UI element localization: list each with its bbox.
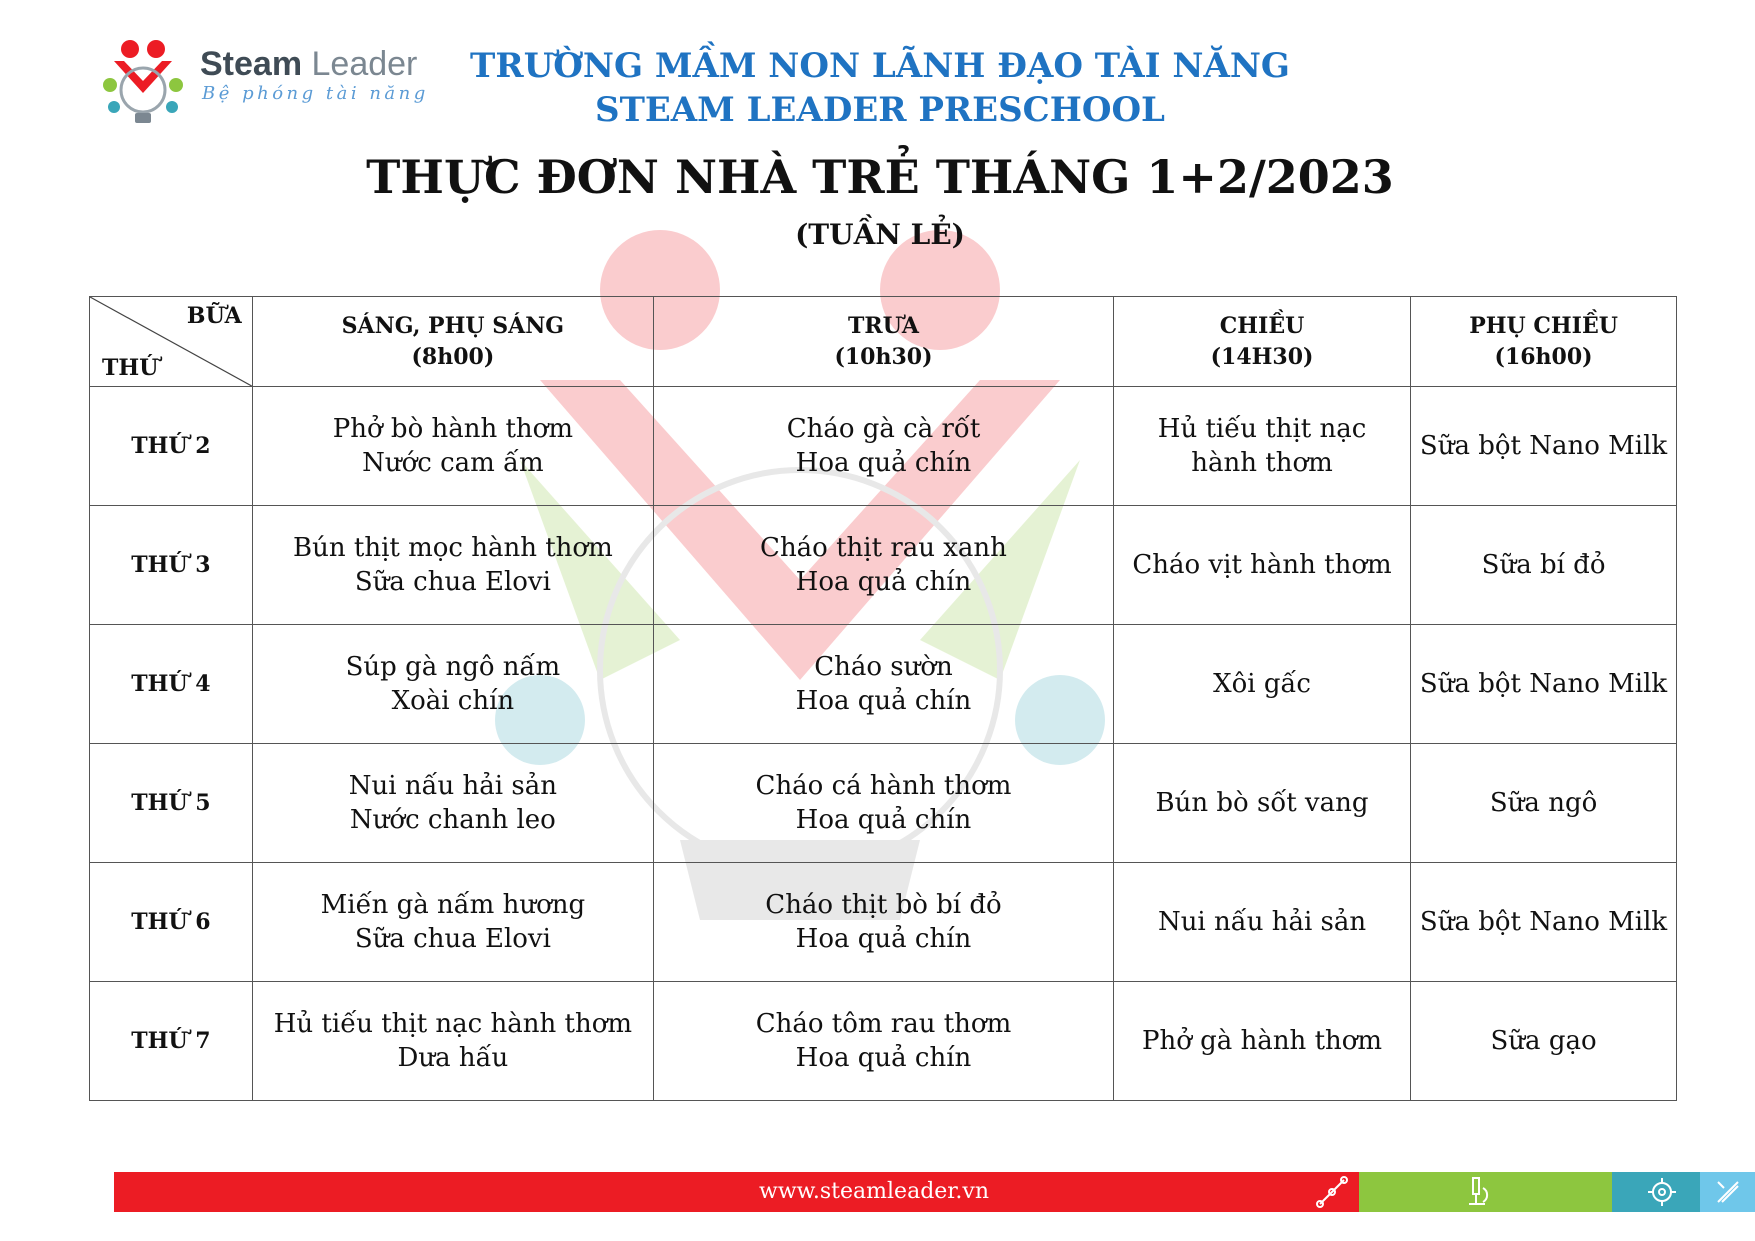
table-row — [90, 387, 1677, 506]
snack-cell: Sữa bí đỏ — [1411, 506, 1677, 625]
dish: Súp gà ngô nấm — [345, 652, 561, 682]
column-time: (8h00) — [411, 343, 495, 370]
dish: Nước chanh leo — [349, 805, 556, 835]
dish: Cháo cá hành thơm — [755, 771, 1012, 801]
dish: Cháo thịt rau xanh — [760, 533, 1007, 563]
logo-brand-steam: Steam — [200, 45, 303, 83]
page-subtitle: (TUẦN LẺ) — [795, 218, 965, 251]
afternoon-cell — [1113, 625, 1410, 744]
column-header-lunch — [654, 297, 1114, 387]
table-row — [90, 744, 1677, 863]
morning-cell — [252, 863, 653, 982]
dish: hành thơm — [1191, 448, 1333, 478]
dish: Cháo vịt hành thơm — [1132, 550, 1392, 580]
logo-mark-icon — [100, 35, 190, 130]
table-row — [90, 506, 1677, 625]
snack-cell: Sữa bột Nano Milk — [1411, 625, 1677, 744]
afternoon-cell — [1113, 506, 1410, 625]
footer-bar — [114, 1172, 1670, 1212]
column-header-snack — [1411, 297, 1677, 387]
afternoon-cell — [1113, 982, 1410, 1101]
dish: Hoa quả chín — [795, 805, 972, 835]
day-cell: THỨ 4 — [90, 625, 253, 744]
day-cell: THỨ 3 — [90, 506, 253, 625]
dish: Hủ tiếu thịt nạc — [1157, 414, 1367, 444]
lunch-cell — [654, 863, 1114, 982]
logo-brand — [200, 45, 417, 84]
corner-meal-label: BỮA — [186, 303, 242, 329]
column-time: (10h30) — [834, 343, 933, 370]
morning-cell — [252, 387, 653, 506]
dish: Hoa quả chín — [795, 924, 972, 954]
dish: Hoa quả chín — [795, 448, 972, 478]
column-name: PHỤ CHIỀU — [1469, 312, 1618, 339]
dish: Cháo thịt bò bí đỏ — [765, 890, 1002, 920]
dish: Sữa chua Elovi — [354, 567, 551, 597]
snack-cell: Sữa bột Nano Milk — [1411, 387, 1677, 506]
dish: Nước cam ấm — [362, 448, 544, 478]
afternoon-cell — [1113, 387, 1410, 506]
day-cell: THỨ 6 — [90, 863, 253, 982]
lunch-cell — [654, 982, 1114, 1101]
dish: Phở bò hành thơm — [332, 414, 573, 444]
column-time: (14H30) — [1210, 343, 1314, 370]
table-row — [90, 863, 1677, 982]
dish: Hủ tiếu thịt nạc hành thơm — [273, 1009, 632, 1039]
dish: Miến gà nấm hương — [320, 890, 586, 920]
dish: Nui nấu hải sản — [348, 771, 557, 801]
ruler-pencil-icon — [1710, 1174, 1746, 1210]
snack-cell: Sữa bột Nano Milk — [1411, 863, 1677, 982]
corner-cell — [90, 297, 253, 387]
lunch-cell — [654, 387, 1114, 506]
dish: Xôi gấc — [1213, 669, 1311, 699]
logo-brand-leader: Leader — [311, 45, 418, 83]
day-cell: THỨ 7 — [90, 982, 253, 1101]
page-title: THỰC ĐƠN NHÀ TRẺ THÁNG 1+2/2023 — [366, 150, 1394, 204]
morning-cell — [252, 744, 653, 863]
dish: Bún thịt mọc hành thơm — [293, 533, 613, 563]
circuit-icon — [1314, 1174, 1350, 1210]
logo — [100, 35, 430, 130]
dish: Dưa hấu — [397, 1043, 509, 1073]
dish: Cháo sườn — [814, 652, 953, 682]
dish: Cháo gà cà rốt — [786, 414, 981, 444]
dish: Sữa chua Elovi — [354, 924, 551, 954]
snack-cell: Sữa gạo — [1411, 982, 1677, 1101]
corner-day-label: THỨ — [102, 355, 159, 381]
dish: Hoa quả chín — [795, 567, 972, 597]
dish: Xoài chín — [391, 686, 515, 716]
dish: Hoa quả chín — [795, 1043, 972, 1073]
lunch-cell — [654, 744, 1114, 863]
dish: Hoa quả chín — [795, 686, 972, 716]
dish: Nui nấu hải sản — [1157, 907, 1367, 937]
microscope-icon — [1459, 1174, 1495, 1210]
table-row — [90, 982, 1677, 1101]
lunch-cell — [654, 625, 1114, 744]
column-header-morning — [252, 297, 653, 387]
column-name: SÁNG, PHỤ SÁNG — [341, 312, 565, 339]
morning-cell — [252, 982, 653, 1101]
table-header-row — [90, 297, 1677, 387]
menu-table — [89, 296, 1677, 1101]
dish: Phở gà hành thơm — [1142, 1026, 1383, 1056]
day-cell: THỨ 5 — [90, 744, 253, 863]
afternoon-cell — [1113, 744, 1410, 863]
morning-cell — [252, 506, 653, 625]
dish: Bún bò sốt vang — [1155, 788, 1369, 818]
afternoon-cell — [1113, 863, 1410, 982]
column-header-afternoon — [1113, 297, 1410, 387]
table-row — [90, 625, 1677, 744]
snack-cell: Sữa ngô — [1411, 744, 1677, 863]
lunch-cell — [654, 506, 1114, 625]
logo-tagline: Bệ phóng tài năng — [202, 83, 429, 104]
school-name-en: STEAM LEADER PRESCHOOL — [595, 90, 1165, 130]
column-name: CHIỀU — [1219, 312, 1305, 339]
morning-cell — [252, 625, 653, 744]
dish: Cháo tôm rau thơm — [755, 1009, 1012, 1039]
day-cell: THỨ 2 — [90, 387, 253, 506]
column-time: (16h00) — [1494, 343, 1593, 370]
column-name: TRƯA — [848, 312, 919, 339]
website-link[interactable]: www.steamleader.vn — [759, 1179, 989, 1204]
gear-icon — [1644, 1174, 1680, 1210]
school-name-vn: TRƯỜNG MẦM NON LÃNH ĐẠO TÀI NĂNG — [470, 46, 1290, 86]
